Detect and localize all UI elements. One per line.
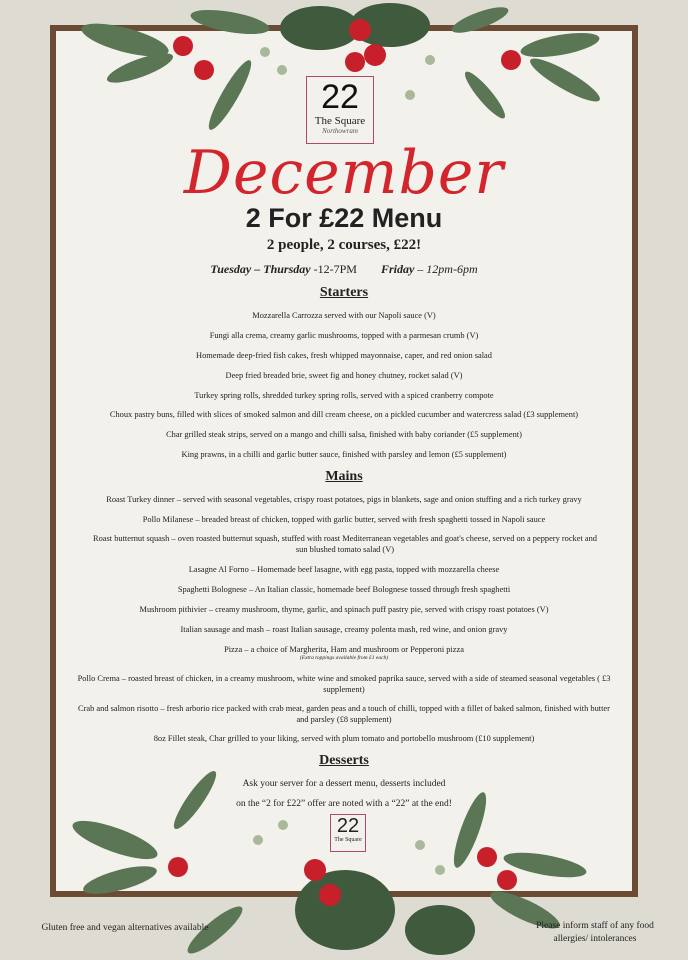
logo-location: Northowram <box>322 127 358 135</box>
weekday-days: Tuesday – Thursday <box>210 262 311 276</box>
opening-hours <box>0 262 688 277</box>
main-item: 8oz Fillet steak, Char grilled to your liking, served with plum tomato and portobello mushroom (£10 supplement) <box>153 734 535 743</box>
mains-heading: Mains <box>325 469 363 484</box>
dietary-note: Gluten free and vegan alternatives available <box>41 923 209 933</box>
weekday-time: -12-7PM <box>310 262 357 276</box>
main-item: Roast Turkey dinner – served with seasonal vegetables, crispy roast potatoes, pigs in blankets, sage and onion stuffing and a rich turkey gravy <box>106 495 582 504</box>
main-item: Spaghetti Bolognese – An Italian classic, homemade beef Bolognese tossed through fresh spaghetti <box>177 585 511 594</box>
logo-number: 22 <box>321 78 359 116</box>
starters-heading: Starters <box>319 285 369 300</box>
page-title: December <box>183 138 505 208</box>
starter-item: Turkey spring rolls, shredded turkey spring rolls, served with a spiced cranberry compote <box>194 391 494 400</box>
starter-item: Choux pastry buns, filled with slices of smoked salmon and dill cream cheese, on a pickled cucumber and watercress salad (£3 supplement) <box>109 410 579 419</box>
restaurant-logo-small <box>330 814 366 852</box>
menu-headline: 2 For £22 Menu <box>245 203 443 233</box>
desserts-line-1: Ask your server for a dessert menu, desserts included <box>242 779 446 789</box>
main-item: Pollo Milanese – breaded breast of chicken, topped with garlic butter, served with fresh spaghetti tossed in Napoli sauce <box>142 515 546 524</box>
starter-item: Mozzarella Carrozza served with our Napoli sauce (V) <box>252 311 436 320</box>
logo-small-name: The Square <box>334 837 362 843</box>
pizza-note: (Extra toppings available from £1 each) <box>299 655 389 661</box>
allergy-note: Please inform staff of any food allergies/ intolerances <box>536 921 654 944</box>
desserts-line-2: on the “2 for £22” offer are noted with a “22” at the end! <box>236 799 452 809</box>
main-item: Pizza – a choice of Margherita, Ham and mushroom or Pepperoni pizza <box>224 645 464 654</box>
restaurant-logo <box>306 76 374 144</box>
main-item: Lasagne Al Forno – Homemade beef lasagne, with egg pasta, topped with mozzarella cheese <box>188 565 500 574</box>
logo-small-number: 22 <box>336 815 360 837</box>
main-item: Crab and salmon risotto – fresh arborio rice packed with crab meat, garden peas and a touch of chilli, topped with a fillet of baked salmon, finished with butter and parsley (£8 supplement) <box>78 704 610 724</box>
starter-item: Deep fried breaded brie, sweet fig and honey chutney, rocket salad (V) <box>225 371 463 380</box>
main-item: Mushroom pithivier – creamy mushroom, thyme, garlic, and spinach puff pastry pie, served with crispy roast potatoes (V) <box>139 605 549 614</box>
main-item: Pollo Crema – roasted breast of chicken, in a creamy mushroom, white wine and smoked paprika sauce, served with a side of steamed seasonal vegetables ( £3 supplement) <box>77 674 611 694</box>
main-item: Italian sausage and mash – roast Italian sausage, creamy polenta mash, red wine, and onion gravy <box>180 625 508 634</box>
friday-day: Friday <box>380 262 415 276</box>
menu-subhead: 2 people, 2 courses, £22! <box>266 237 422 253</box>
starter-item: Char grilled steak strips, served on a mango and chilli salsa, finished with baby coriander (£5 supplement) <box>166 430 522 439</box>
desserts-heading: Desserts <box>319 753 369 768</box>
starter-item: Fungi alla crema, creamy garlic mushrooms, topped with a parmesan crumb (V) <box>209 331 479 340</box>
starter-item: Homemade deep-fried fish cakes, fresh whipped mayonnaise, caper, and red onion salad <box>196 351 492 360</box>
main-item: Roast butternut squash – oven roasted butternut squash, stuffed with roast Mediterranean vegetables and goat's cheese, served on a peppery rocket and sun blushed tomato salad (V) <box>93 534 597 554</box>
starter-item: King prawns, in a chilli and garlic butter sauce, finished with parsley and lemon (£5 supplement) <box>181 450 507 459</box>
logo-name: The Square <box>314 115 366 127</box>
friday-time: – 12pm-6pm <box>414 262 478 276</box>
